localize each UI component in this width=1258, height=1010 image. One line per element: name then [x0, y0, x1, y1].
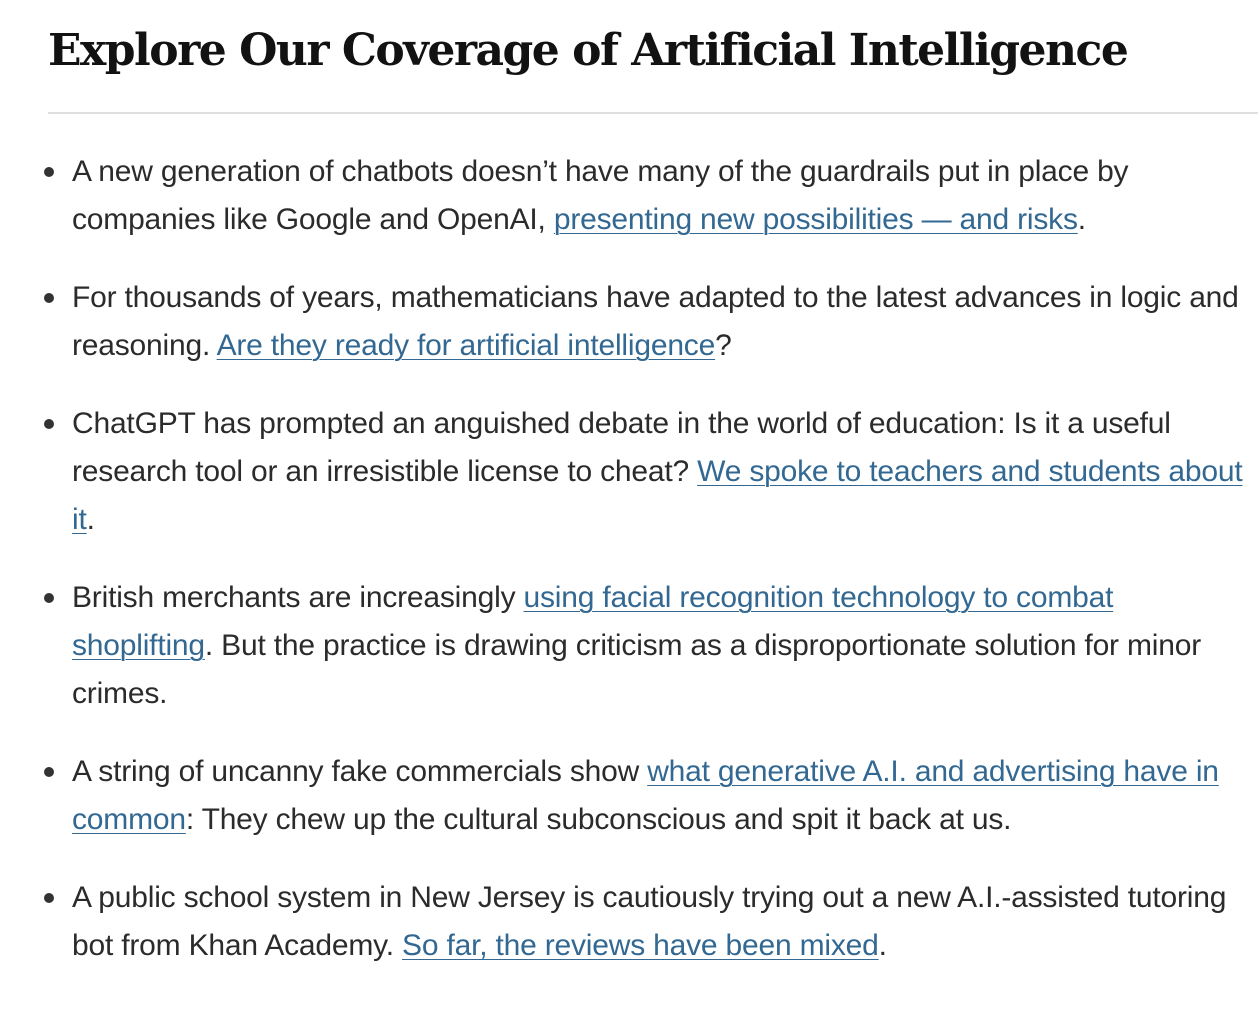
list-item: [48, 574, 1248, 718]
heading-divider: [48, 112, 1258, 114]
coverage-section: [48, 0, 1248, 1000]
bullet-icon: [44, 893, 54, 903]
item-text-end: .: [878, 929, 887, 962]
item-text: A new generation of chatbots doesn’t have many of the guardrails put in place by companies like Google and OpenAI,: [72, 155, 1129, 236]
bullet-icon: [44, 293, 54, 303]
article-link[interactable]: So far, the reviews have been mixed: [402, 929, 879, 962]
bullet-icon: [44, 419, 54, 429]
section-heading: Explore Our Coverage of Artificial Intelligence: [48, 25, 1128, 76]
list-item: [48, 874, 1248, 970]
item-text: British merchants are increasingly: [72, 581, 524, 614]
item-text-end: .: [86, 503, 95, 536]
item-text-end: ?: [715, 329, 732, 362]
article-link[interactable]: Are they ready for artificial intelligence: [216, 329, 716, 362]
bullet-icon: [44, 767, 54, 777]
item-text: A string of uncanny fake commercials show: [72, 755, 648, 788]
bullet-icon: [44, 593, 54, 603]
list-item: [48, 400, 1248, 544]
article-link[interactable]: presenting new possibilities — and risks: [553, 203, 1078, 236]
item-text-end: .: [1077, 203, 1086, 236]
item-text-end: : They chew up the cultural subconscious and spit it back at us.: [185, 803, 1012, 836]
article-link[interactable]: what generative A.I. and advertising have in common: [72, 755, 1219, 836]
item-text-end: . But the practice is drawing criticism as a disproportionate solution for minor crimes.: [72, 629, 1201, 710]
bullet-icon: [44, 167, 54, 177]
list-item: [48, 748, 1248, 844]
item-text: ChatGPT has prompted an anguished debate in the world of education: Is it a useful research tool or an irresistible license to cheat?: [72, 407, 1171, 488]
coverage-list: [48, 148, 1248, 970]
item-text: A public school system in New Jersey is cautiously trying out a new A.I.-assisted tutoring bot from Khan Academy.: [72, 881, 1227, 962]
list-item: [48, 148, 1248, 244]
article-link[interactable]: using facial recognition technology to combat shoplifting: [72, 581, 1114, 662]
article-link[interactable]: We spoke to teachers and students about it: [72, 455, 1243, 536]
list-item: [48, 274, 1248, 370]
item-text: For thousands of years, mathematicians have adapted to the latest advances in logic and reasoning.: [72, 281, 1239, 362]
